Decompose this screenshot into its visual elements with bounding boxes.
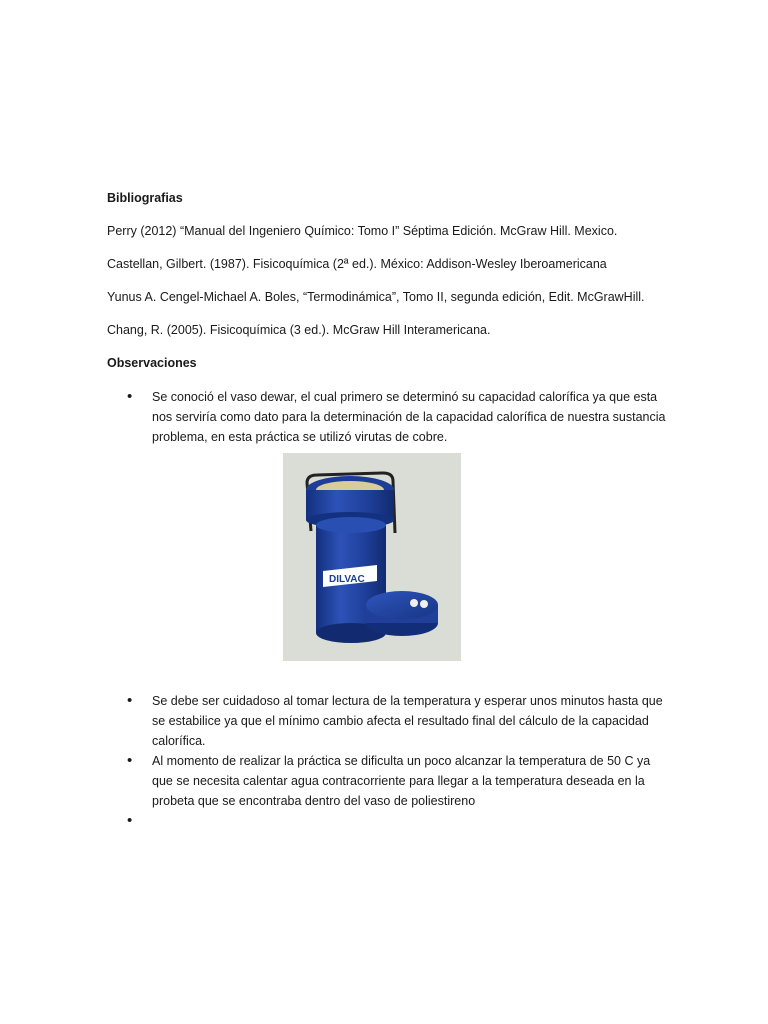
- reference-item: Yunus A. Cengel-Michael A. Boles, “Termodinámica”, Tomo II, segunda edición, Edit. McGrawHill.: [107, 290, 645, 304]
- reference-item: Castellan, Gilbert. (1987). Fisicoquímica (2ª ed.). México: Addison-Wesley Iberoamericana: [107, 257, 607, 271]
- list-item: [107, 691, 667, 751]
- list-item: [107, 751, 667, 811]
- reference-item: Chang, R. (2005). Fisicoquímica (3 ed.). McGraw Hill Interamericana.: [107, 323, 491, 337]
- observaciones-heading: Observaciones: [107, 356, 197, 370]
- bullet-icon: •: [127, 752, 133, 769]
- list-item-text: Se debe ser cuidadoso al tomar lectura de la temperatura y esperar unos minutos hasta que se estabilice ya que el mínimo cambio afecta el resultado final del cálculo de la capacidad calorífica.: [152, 694, 663, 748]
- brand-label: DILVAC: [329, 574, 365, 585]
- list-item: [107, 387, 667, 447]
- list-item-text: Al momento de realizar la práctica se dificulta un poco alcanzar la temperatura de 50 C ya que se necesita calentar agua contracorriente para llegar a la temperatura deseada en la probeta que se encontraba dentro del vaso de poliestireno: [152, 754, 651, 808]
- observaciones-list: [107, 387, 667, 447]
- bullet-icon: •: [127, 692, 133, 709]
- list-item-text: Se conoció el vaso dewar, el cual primero se determinó su capacidad calorífica ya que esta nos serviría como dato para la determinación de la capacidad calorífica de nuestra sustancia problema, en esta práctica se utilizó virutas de cobre.: [152, 390, 666, 444]
- bibliografia-heading: Bibliografias: [107, 191, 183, 205]
- bullet-icon: •: [127, 388, 133, 405]
- reference-item: Perry (2012) “Manual del Ingeniero Químico: Tomo I” Séptima Edición. McGraw Hill. Mexico.: [107, 224, 618, 238]
- bullet-icon: •: [127, 812, 133, 829]
- dewar-flask-image: [283, 453, 461, 661]
- observaciones-list-continued: [107, 691, 667, 829]
